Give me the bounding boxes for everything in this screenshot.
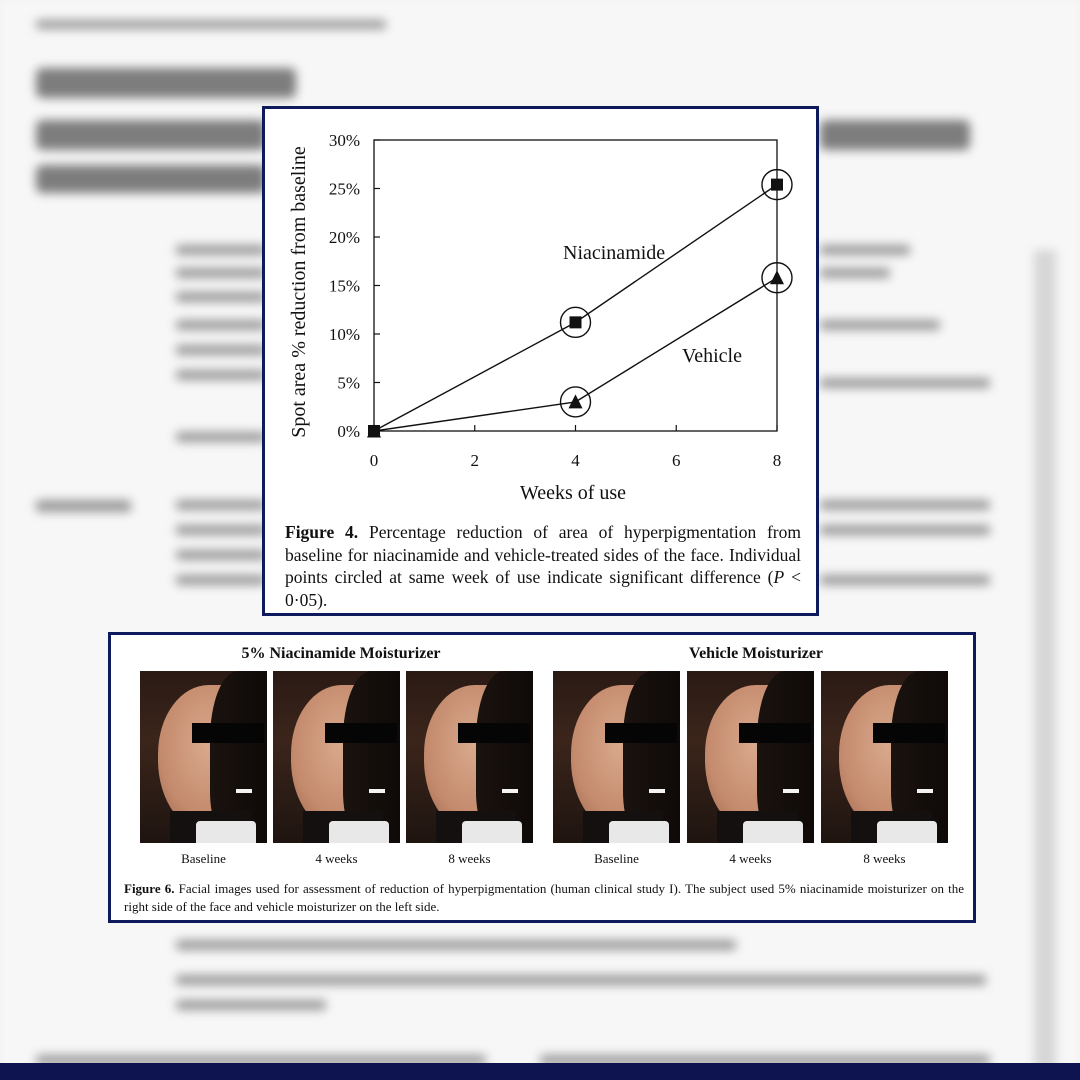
y-tick-label: 15% [328, 276, 360, 296]
photo-vehicle-8-weeks [821, 671, 948, 843]
x-tick-label: 8 [772, 451, 782, 470]
x-tick-label: 0 [369, 451, 379, 470]
photo-niacinamide-4-weeks [273, 671, 400, 843]
x-tick-label: 2 [470, 451, 479, 470]
y-tick-label: 10% [328, 325, 360, 344]
photo-label: Baseline [594, 851, 639, 866]
figure-4-panel [262, 106, 819, 616]
x-tick-label: 6 [672, 451, 681, 470]
figure-4-caption-p: P [773, 567, 785, 587]
series-label-niacinamide: Niacinamide [563, 242, 666, 264]
photo-label: Baseline [181, 851, 226, 866]
figure-4-chart [265, 109, 816, 513]
group-title-niacinamide: 5% Niacinamide Moisturizer [241, 645, 441, 662]
photo-label: 4 weeks [729, 851, 772, 866]
figure-4-caption-label: Figure 4. [285, 522, 359, 542]
photo-label: 8 weeks [448, 851, 491, 866]
figure-6-caption [124, 880, 964, 916]
photo-niacinamide-8-weeks [406, 671, 533, 843]
y-tick-label: 30% [328, 131, 360, 150]
figure-6-caption-text: Facial images used for assessment of reduction of hyperpigmentation (human clinical study I). The subject used 5% niacinamide moisturizer on the right side of the face and vehicle moisturizer on the left side. [124, 881, 964, 914]
y-tick-label: 5% [337, 373, 360, 393]
figure-6-panel [108, 632, 976, 923]
y-tick-label: 0% [337, 422, 360, 441]
series-label-vehicle: Vehicle [682, 345, 742, 367]
data-point-square [570, 316, 582, 328]
bottom-bar [0, 1063, 1080, 1080]
photo-niacinamide-baseline [140, 671, 267, 843]
data-point-square [771, 179, 783, 191]
figure-4-caption-end: < 0·05). [285, 567, 801, 610]
y-axis-label: Spot area % reduction from baseline [288, 146, 310, 438]
figure-4-caption [285, 521, 801, 611]
x-axis-label: Weeks of use [519, 482, 627, 504]
x-tick-label: 4 [571, 451, 580, 470]
photo-vehicle-baseline [553, 671, 680, 843]
data-point-triangle [569, 394, 583, 408]
figure-6-caption-label: Figure 6. [124, 881, 175, 896]
figure-4-caption-text: Percentage reduction of area of hyperpigmentation from baseline for niacinamide and vehicle-treated sides of the face. Individual points circled at same week of use indicate significant difference ( [285, 522, 801, 587]
photo-label: 4 weeks [315, 851, 358, 866]
y-tick-label: 25% [328, 179, 360, 199]
data-point-triangle [770, 270, 784, 284]
group-title-vehicle: Vehicle Moisturizer [688, 645, 824, 662]
photo-vehicle-4-weeks [687, 671, 814, 843]
y-tick-label: 20% [328, 228, 360, 247]
photo-label: 8 weeks [863, 851, 906, 866]
